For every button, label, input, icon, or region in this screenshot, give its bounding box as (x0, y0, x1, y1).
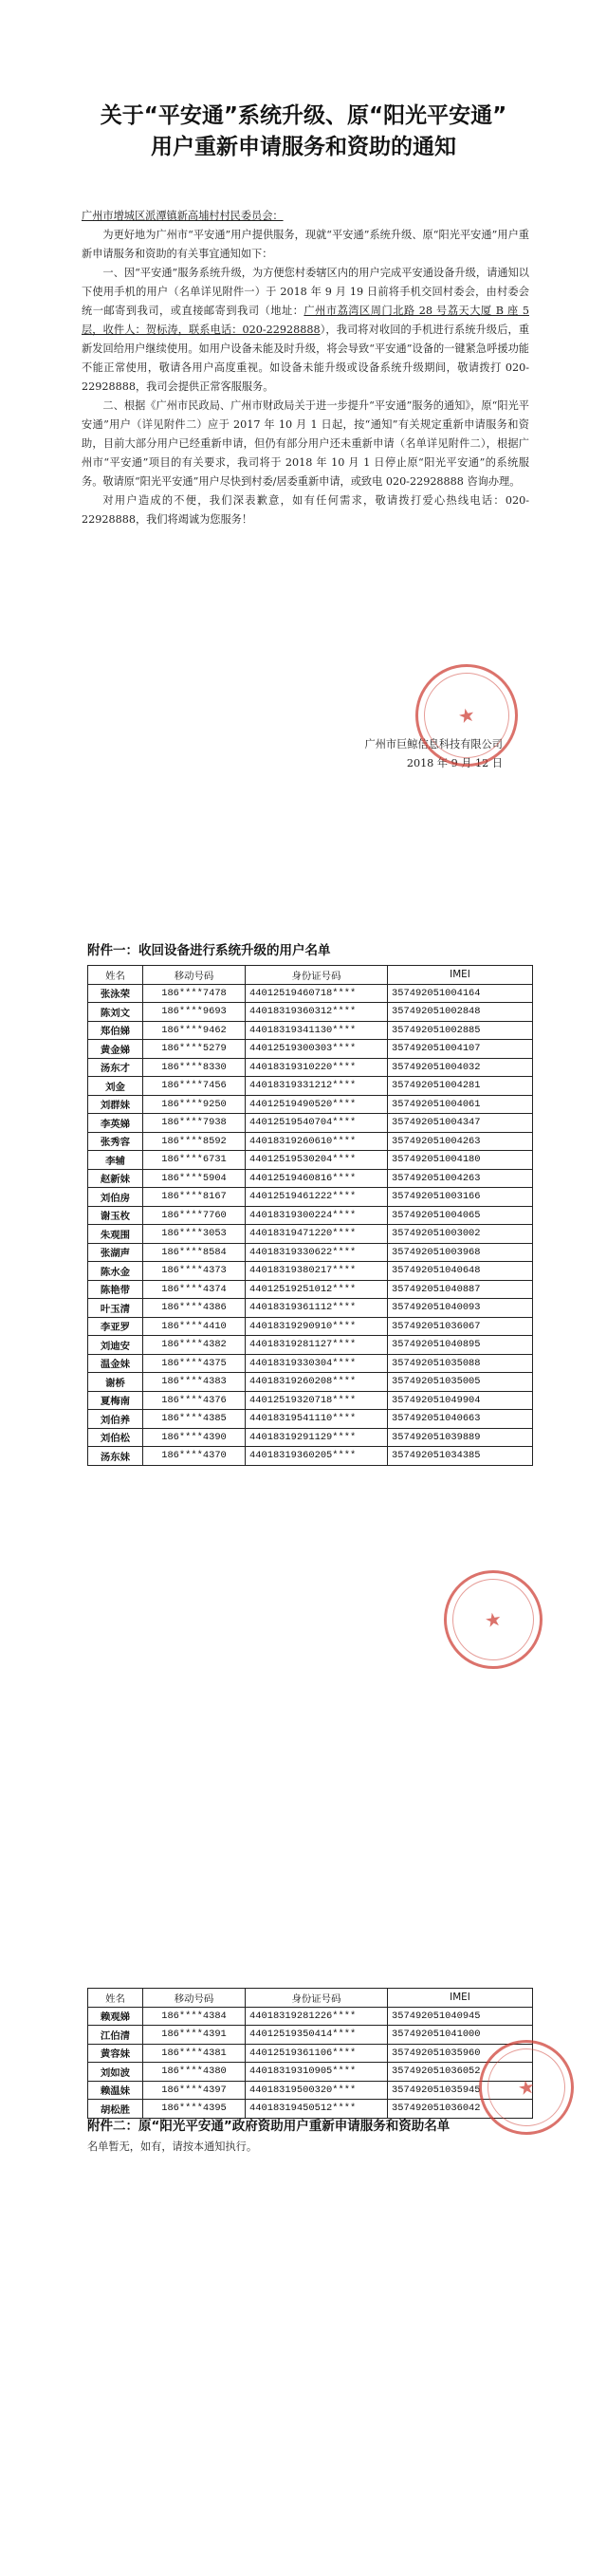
cell-id-number: 44018319450512**** (246, 2100, 388, 2119)
cell-phone: 186****7760 (143, 1206, 246, 1225)
cell-phone: 186****4382 (143, 1336, 246, 1355)
cell-imei: 357492051002885 (388, 1021, 533, 1040)
cell-imei: 357492051036042 (388, 2100, 533, 2119)
cell-phone: 186****4370 (143, 1447, 246, 1466)
table-row (88, 1206, 533, 1225)
table-row (88, 2007, 533, 2026)
notice-title-line1: 关于“平安通”系统升级、原“阳光平安通” (100, 103, 507, 128)
table-row (88, 1225, 533, 1244)
cell-imei: 357492051004065 (388, 1206, 533, 1225)
cell-phone: 186****4374 (143, 1280, 246, 1299)
cell-imei: 357492051003002 (388, 1225, 533, 1244)
cell-id-number: 44018319360312**** (246, 1003, 388, 1022)
cell-phone: 186****4375 (143, 1354, 246, 1373)
company-seal-stamp: ★ (471, 2032, 581, 2142)
table-row (88, 1280, 533, 1299)
table-row (88, 1336, 533, 1355)
cell-phone: 186****3053 (143, 1225, 246, 1244)
item1-text-a: 一、因“平安通”服务系统升级，为方便您村委辖区内的用户完成平安通设备升级，请通知以下使用手机的用户（名单详见附件一）于 2018 年 9 月 19 日前将手机交回村委会，由村委会统一邮寄到我司，或直接邮寄到我司（地址： (82, 267, 529, 317)
cell-name: 谢玉枚 (88, 1206, 143, 1225)
notice-page (0, 0, 607, 835)
cell-name: 赖温妹 (88, 2081, 143, 2100)
cell-phone: 186****4383 (143, 1373, 246, 1392)
cell-id-number: 44018319310220**** (246, 1058, 388, 1077)
cell-phone: 186****4410 (143, 1317, 246, 1336)
cell-name: 李辅 (88, 1151, 143, 1170)
table-row (88, 1447, 533, 1466)
cell-phone: 186****9693 (143, 1003, 246, 1022)
cell-phone: 186****4386 (143, 1299, 246, 1318)
cell-id-number: 44012519300303**** (246, 1040, 388, 1059)
cell-id-number: 44018319290910**** (246, 1317, 388, 1336)
cell-name: 郑伯娣 (88, 1021, 143, 1040)
header-imei: IMEI (388, 1989, 533, 2008)
item1-text-b: ），我司将对收回的手机进行系统升级后，重新发回给用户继续使用。如用户设备未能及时升级，将会导致“平安通”设备的一键紧急呼援功能不能正常使用，敬请各用户高度重视。如设备未能升级或设备系统升级期间，敬请拨打 020-22928888，我司会提供正常客服服务。 (82, 324, 530, 393)
cell-imei: 357492051039889 (388, 1428, 533, 1447)
table-row (88, 1114, 533, 1133)
cell-phone: 186****6731 (143, 1151, 246, 1170)
cell-imei: 357492051003968 (388, 1243, 533, 1262)
company-seal-stamp: ★ (436, 1563, 550, 1677)
cell-name: 黄金娣 (88, 1040, 143, 1059)
cell-imei: 357492051036052 (388, 2063, 533, 2082)
closing-paragraph: 对用户造成的不便，我们深表歉意，如有任何需求，敬请拨打爱心热线电话：020-22928888，我们将竭诚为您服务！ (82, 494, 529, 526)
cell-id-number: 44012519361106**** (246, 2044, 388, 2063)
cell-name: 黄容妹 (88, 2044, 143, 2063)
attachment2-note: 名单暂无，如有，请按本通知执行。 (87, 2140, 258, 2153)
table-row (88, 1391, 533, 1410)
cell-phone: 186****4381 (143, 2044, 246, 2063)
cell-imei: 357492051049904 (388, 1391, 533, 1410)
cell-phone: 186****8167 (143, 1188, 246, 1207)
cell-imei: 357492051035088 (388, 1354, 533, 1373)
cell-name: 刘伯松 (88, 1428, 143, 1447)
table-row (88, 1077, 533, 1096)
company-seal-stamp: ★ (406, 655, 527, 776)
cell-imei: 357492051004347 (388, 1114, 533, 1133)
cell-id-number: 44018319341130**** (246, 1021, 388, 1040)
cell-name: 汤东才 (88, 1058, 143, 1077)
cell-phone: 186****7938 (143, 1114, 246, 1133)
cell-imei: 357492051040663 (388, 1410, 533, 1429)
cell-imei: 357492051003166 (388, 1188, 533, 1207)
cell-id-number: 44018319331212**** (246, 1077, 388, 1096)
table-row (88, 2044, 533, 2063)
cell-name: 谢桥 (88, 1373, 143, 1392)
cell-phone: 186****4376 (143, 1391, 246, 1410)
cell-phone: 186****4397 (143, 2081, 246, 2100)
notice-body (82, 207, 529, 529)
cell-imei: 357492051004107 (388, 1040, 533, 1059)
cell-id-number: 44018319471220**** (246, 1225, 388, 1244)
cell-phone: 186****5279 (143, 1040, 246, 1059)
cell-id-number: 44018319281127**** (246, 1336, 388, 1355)
cell-name: 朱观围 (88, 1225, 143, 1244)
cell-imei: 357492051004180 (388, 1151, 533, 1170)
table-header-row (88, 1989, 533, 2008)
table-row (88, 1428, 533, 1447)
header-phone: 移动号码 (143, 1989, 246, 2008)
cell-id-number: 44018319300224**** (246, 1206, 388, 1225)
cell-imei: 357492051002848 (388, 1003, 533, 1022)
cell-name: 李英娣 (88, 1114, 143, 1133)
item1-paragraph (82, 264, 529, 397)
attachment1-continued-table (87, 1988, 533, 2119)
cell-id-number: 44018319361112**** (246, 1299, 388, 1318)
cell-name: 张秀容 (88, 1132, 143, 1151)
return-address: 广州市荔湾区周门北路 28 号荔天大厦 B 座 5 层，收件人：贺标涛，联系电话：020-22928888 (82, 305, 529, 336)
table-row (88, 1095, 533, 1114)
cell-id-number: 44018319291129**** (246, 1428, 388, 1447)
cell-phone: 186****4391 (143, 2026, 246, 2045)
cell-imei: 357492051035960 (388, 2044, 533, 2063)
cell-id-number: 44018319281226**** (246, 2007, 388, 2026)
attachment2-title: 附件二：原“阳光平安通”政府资助用户重新申请服务和资助名单 (87, 2119, 451, 2134)
header-name: 姓名 (88, 1989, 143, 2008)
cell-id-number: 44018319380217**** (246, 1262, 388, 1281)
cell-imei: 357492051040895 (388, 1336, 533, 1355)
intro-paragraph: 为更好地为广州市“平安通”用户提供服务，现就“平安通”系统升级、原“阳光平安通”用户重新申请服务和资助的有关事宜通知如下： (82, 229, 529, 260)
cell-imei: 357492051004061 (388, 1095, 533, 1114)
cell-id-number: 44018319360205**** (246, 1447, 388, 1466)
table-row (88, 1058, 533, 1077)
addressee: 广州市增城区派潭镇新高埔村村民委员会： (82, 210, 284, 222)
cell-name: 胡松胜 (88, 2100, 143, 2119)
cell-name: 刘金 (88, 1077, 143, 1096)
cell-phone: 186****8584 (143, 1243, 246, 1262)
cell-imei: 357492051004032 (388, 1058, 533, 1077)
table-row (88, 1169, 533, 1188)
cell-imei: 357492051036067 (388, 1317, 533, 1336)
notice-date: 2018 年 9 月 12 日 (406, 757, 503, 769)
table-row (88, 1040, 533, 1059)
cell-id-number: 44018319260208**** (246, 1373, 388, 1392)
cell-phone: 186****9462 (143, 1021, 246, 1040)
cell-id-number: 44018319500320**** (246, 2081, 388, 2100)
table-row (88, 1373, 533, 1392)
table-row (88, 1299, 533, 1318)
table-row (88, 2081, 533, 2100)
table-row (88, 1021, 533, 1040)
cell-imei: 357492051035945 (388, 2081, 533, 2100)
item2-paragraph: 二、根据《广州市民政局、广州市财政局关于进一步提升“平安通”服务的通知》，原“阳光平安通”用户（详见附件二）应于 2017 年 10 月 1 日起，按“通知”有关规定重新申请服务和资助，目前大部分用户已经重新申请，但仍有部分用户还未重新申请（名单详见附件二），根据广州市“平安通”项目的有关要求，我司将于 2018 年 10 月 1 日停止原“阳光平安通”的系统服务。敬请原“阳光平安通”用户尽快到村委/居委重新申请，或致电 020-22928888 咨询办理。 (82, 399, 529, 488)
cell-id-number: 44012519530204**** (246, 1151, 388, 1170)
cell-phone: 186****4380 (143, 2063, 246, 2082)
cell-id-number: 44018319330622**** (246, 1243, 388, 1262)
table-row (88, 2063, 533, 2082)
cell-name: 张湖声 (88, 1243, 143, 1262)
cell-phone: 186****4390 (143, 1428, 246, 1447)
cell-name: 汤东妹 (88, 1447, 143, 1466)
header-id: 身份证号码 (246, 1989, 388, 2008)
header-imei: IMEI (388, 966, 533, 985)
table-row (88, 1003, 533, 1022)
cell-id-number: 44018319310905**** (246, 2063, 388, 2082)
table-row (88, 1354, 533, 1373)
cell-id-number: 44012519350414**** (246, 2026, 388, 2045)
table-row (88, 1151, 533, 1170)
cell-imei: 357492051041000 (388, 2026, 533, 2045)
table-row (88, 1243, 533, 1262)
cell-name: 叶玉清 (88, 1299, 143, 1318)
cell-imei: 357492051035005 (388, 1373, 533, 1392)
cell-id-number: 44012519251012**** (246, 1280, 388, 1299)
notice-title (0, 101, 607, 163)
attachment1-table (87, 965, 533, 1466)
cell-phone: 186****9250 (143, 1095, 246, 1114)
cell-name: 李亚罗 (88, 1317, 143, 1336)
cell-id-number: 44012519490520**** (246, 1095, 388, 1114)
table-row (88, 2026, 533, 2045)
cell-phone: 186****8330 (143, 1058, 246, 1077)
cell-name: 刘群妹 (88, 1095, 143, 1114)
notice-title-line2: 用户重新申请服务和资助的通知 (151, 135, 456, 159)
table-row (88, 1317, 533, 1336)
cell-id-number: 44012519540704**** (246, 1114, 388, 1133)
cell-name: 刘迪安 (88, 1336, 143, 1355)
cell-name: 陈水金 (88, 1262, 143, 1281)
cell-name: 刘如波 (88, 2063, 143, 2082)
cell-phone: 186****7456 (143, 1077, 246, 1096)
cell-id-number: 44012519460816**** (246, 1169, 388, 1188)
cell-name: 刘伯养 (88, 1410, 143, 1429)
table-row (88, 1262, 533, 1281)
cell-phone: 186****7478 (143, 984, 246, 1003)
cell-imei: 357492051004263 (388, 1169, 533, 1188)
cell-id-number: 44018319330304**** (246, 1354, 388, 1373)
table-row (88, 1188, 533, 1207)
cell-name: 江伯清 (88, 2026, 143, 2045)
cell-phone: 186****4373 (143, 1262, 246, 1281)
header-phone: 移动号码 (143, 966, 246, 985)
cell-phone: 186****8592 (143, 1132, 246, 1151)
cell-name: 赵新妹 (88, 1169, 143, 1188)
cell-phone: 186****4395 (143, 2100, 246, 2119)
attachment1-title: 附件一：收回设备进行系统升级的用户名单 (87, 943, 331, 958)
cell-id-number: 44012519461222**** (246, 1188, 388, 1207)
cell-imei: 357492051004263 (388, 1132, 533, 1151)
table-row (88, 984, 533, 1003)
cell-name: 陈刘文 (88, 1003, 143, 1022)
cell-name: 刘伯房 (88, 1188, 143, 1207)
cell-id-number: 44012519320718**** (246, 1391, 388, 1410)
header-name: 姓名 (88, 966, 143, 985)
attachment2-section (87, 2116, 533, 2158)
cell-phone: 186****4385 (143, 1410, 246, 1429)
table-header-row (88, 966, 533, 985)
cell-imei: 357492051040945 (388, 2007, 533, 2026)
cell-name: 赖观娣 (88, 2007, 143, 2026)
cell-phone: 186****4384 (143, 2007, 246, 2026)
cell-id-number: 44018319260610**** (246, 1132, 388, 1151)
cell-id-number: 44012519460718**** (246, 984, 388, 1003)
cell-name: 温金妹 (88, 1354, 143, 1373)
cell-imei: 357492051034385 (388, 1447, 533, 1466)
table-row (88, 1132, 533, 1151)
cell-imei: 357492051040093 (388, 1299, 533, 1318)
attachment1-page (0, 835, 607, 1717)
cell-name: 夏梅南 (88, 1391, 143, 1410)
cell-imei: 357492051040887 (388, 1280, 533, 1299)
cell-imei: 357492051040648 (388, 1262, 533, 1281)
cell-imei: 357492051004164 (388, 984, 533, 1003)
table-row (88, 1410, 533, 1429)
header-id: 身份证号码 (246, 966, 388, 985)
cell-imei: 357492051004281 (388, 1077, 533, 1096)
cell-id-number: 44018319541110**** (246, 1410, 388, 1429)
cell-name: 陈艳带 (88, 1280, 143, 1299)
cell-name: 张泳荣 (88, 984, 143, 1003)
cell-phone: 186****5904 (143, 1169, 246, 1188)
signer-name: 广州市巨鲸信息科技有限公司 (364, 738, 503, 751)
